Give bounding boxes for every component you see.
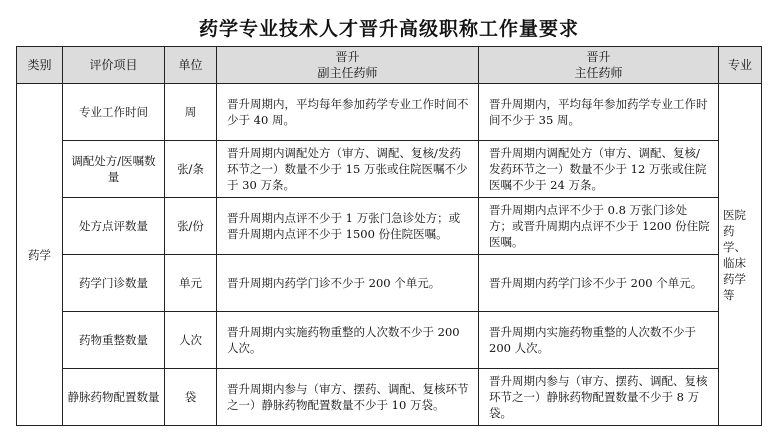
chief-requirement-cell: 晋升周期内药学门诊不少于 200 个单元。	[479, 255, 719, 312]
header-unit: 单位	[165, 47, 217, 84]
item-cell: 专业工作时间	[63, 84, 165, 141]
unit-cell: 张/条	[165, 141, 217, 198]
table-row	[17, 141, 762, 198]
category-cell: 药学	[17, 84, 63, 426]
header-chief-line1: 晋升	[586, 50, 611, 64]
table-row	[17, 84, 762, 141]
table-row	[17, 312, 762, 369]
specialty-cell: 医院药学、临床药学等	[719, 84, 762, 426]
item-cell: 药学门诊数量	[63, 255, 165, 312]
deputy-requirement-cell: 晋升周期内，平均每年参加药学专业工作时间不少于 40 周。	[217, 84, 479, 141]
header-deputy-line2: 副主任药师	[317, 66, 378, 80]
table-row	[17, 255, 762, 312]
item-cell: 处方点评数量	[63, 198, 165, 255]
header-chief-line2: 主任药师	[574, 66, 623, 80]
chief-requirement-cell: 晋升周期内参与（审方、摆药、调配、复核环节之一）静脉药物配置数量不少于 8 万袋。	[479, 369, 719, 426]
deputy-requirement-cell: 晋升周期内调配处方（审方、调配、复核/发药环节之一）数量不少于 15 万张或住院医嘱不少于 30 万条。	[217, 141, 479, 198]
item-cell: 调配处方/医嘱数量	[63, 141, 165, 198]
unit-cell: 周	[165, 84, 217, 141]
header-item: 评价项目	[63, 47, 165, 84]
unit-cell: 单元	[165, 255, 217, 312]
workload-requirements-table	[16, 46, 762, 426]
chief-requirement-cell: 晋升周期内，平均每年参加药学专业工作时间不少于 35 周。	[479, 84, 719, 141]
header-row	[17, 47, 762, 84]
item-cell: 静脉药物配置数量	[63, 369, 165, 426]
document-title: 药学专业技术人才晋升高级职称工作量要求	[198, 18, 579, 40]
unit-cell: 人次	[165, 312, 217, 369]
chief-requirement-cell: 晋升周期内调配处方（审方、调配、复核/发药环节之一）数量不少于 12 万张或住院医嘱不少于 24 万条。	[479, 141, 719, 198]
header-deputy-line1: 晋升	[335, 50, 360, 64]
table-row	[17, 369, 762, 426]
header-chief-pharmacist	[479, 47, 719, 84]
header-specialty: 专业	[719, 47, 762, 84]
item-cell: 药物重整数量	[63, 312, 165, 369]
deputy-requirement-cell: 晋升周期内参与（审方、摆药、调配、复核环节之一）静脉药物配置数量不少于 10 万袋。	[217, 369, 479, 426]
header-deputy-pharmacist	[217, 47, 479, 84]
chief-requirement-cell: 晋升周期内点评不少于 0.8 万张门诊处方；或晋升周期内点评不少于 1200 份住院医嘱。	[479, 198, 719, 255]
table-row	[17, 198, 762, 255]
deputy-requirement-cell: 晋升周期内点评不少于 1 万张门急诊处方；或晋升周期内点评不少于 1500 份住院医嘱。	[217, 198, 479, 255]
unit-cell: 袋	[165, 369, 217, 426]
unit-cell: 张/份	[165, 198, 217, 255]
deputy-requirement-cell: 晋升周期内实施药物重整的人次数不少于 200 人次。	[217, 312, 479, 369]
header-category: 类别	[17, 47, 63, 84]
chief-requirement-cell: 晋升周期内实施药物重整的人次数不少于 200 人次。	[479, 312, 719, 369]
deputy-requirement-cell: 晋升周期内药学门诊不少于 200 个单元。	[217, 255, 479, 312]
